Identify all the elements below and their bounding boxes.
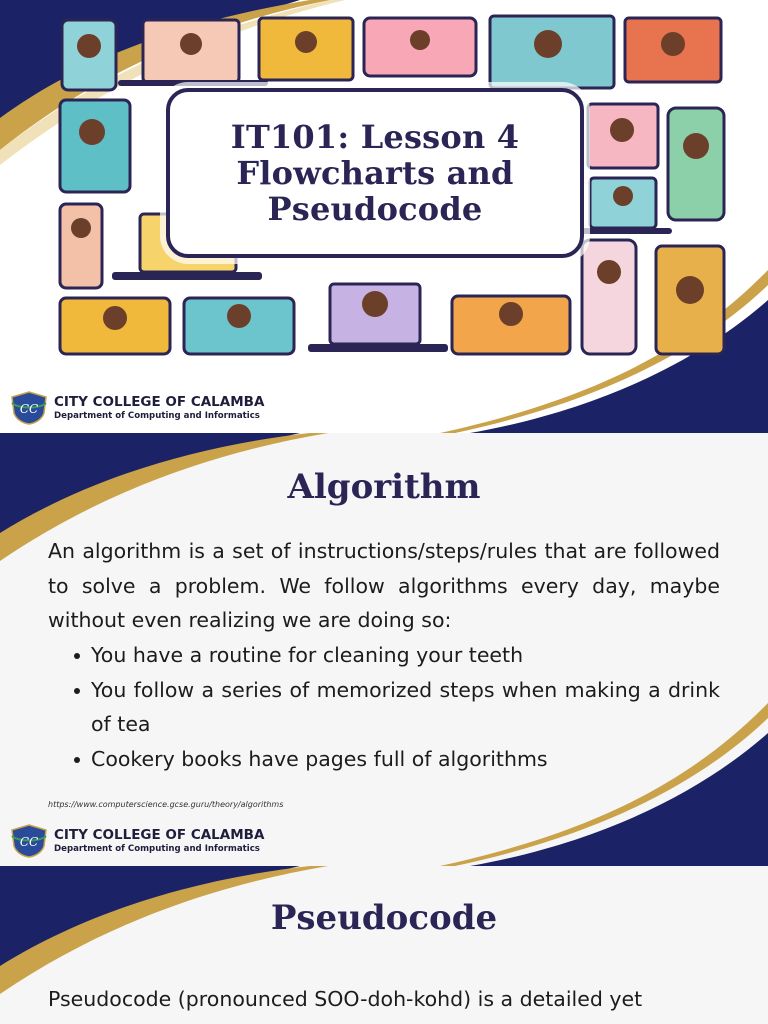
list-item: You have a routine for cleaning your teeth xyxy=(70,638,720,673)
college-logo-icon xyxy=(10,391,48,425)
college-name: CITY COLLEGE OF CALAMBA xyxy=(54,393,265,410)
title-line-3: Pseudocode xyxy=(267,190,483,228)
pseudocode-definition: Pseudocode (pronounced SOO-doh-kohd) is a detailed yet xyxy=(48,987,643,1011)
algorithm-examples-list xyxy=(70,638,720,776)
slide-heading: Algorithm xyxy=(287,467,481,507)
algorithm-slide xyxy=(0,433,768,866)
department-name: Department of Computing and Informatics xyxy=(54,843,260,854)
lesson-title xyxy=(231,119,519,227)
college-name: CITY COLLEGE OF CALAMBA xyxy=(54,826,265,843)
department-name: Department of Computing and Informatics xyxy=(54,410,260,421)
list-item: You follow a series of memorized steps when making a drink of tea xyxy=(70,673,720,742)
svg-text:CC: CC xyxy=(19,402,39,416)
slide-heading: Pseudocode xyxy=(270,898,498,938)
list-item: Cookery books have pages full of algorithms xyxy=(70,742,720,777)
title-line-2: Flowcharts and xyxy=(236,154,514,192)
lesson-title-card xyxy=(166,88,584,258)
source-link[interactable]: https://www.computerscience.gcse.guru/theory/algorithms xyxy=(48,800,284,809)
title-slide xyxy=(0,0,768,433)
college-footer xyxy=(10,824,264,858)
pseudocode-slide xyxy=(0,866,768,1024)
college-footer xyxy=(10,391,264,425)
svg-text:CC: CC xyxy=(19,835,39,849)
title-line-1: IT101: Lesson 4 xyxy=(230,118,520,156)
algorithm-definition: An algorithm is a set of instructions/steps/rules that are followed to solve a problem. We follow algorithms every day, maybe without even realizing we are doing so: xyxy=(48,539,720,632)
college-logo-icon xyxy=(10,824,48,858)
